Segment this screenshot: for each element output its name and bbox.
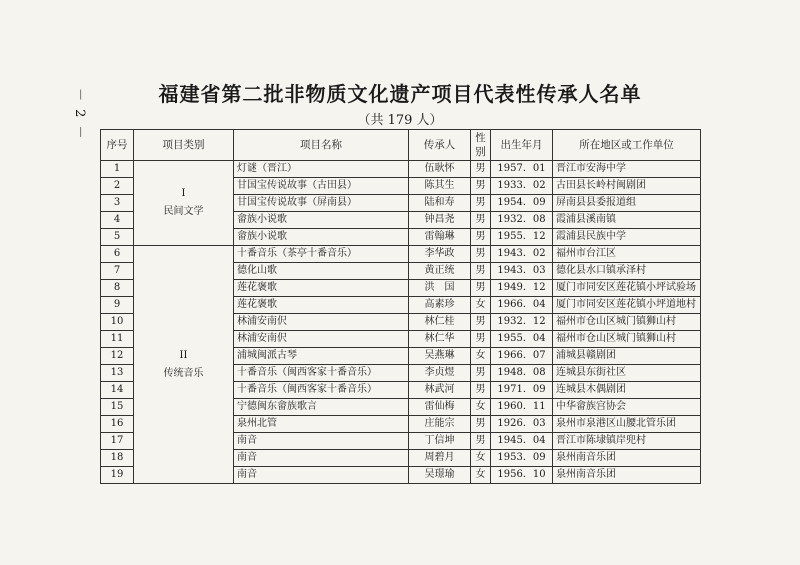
cell-unit: 古田县长岭村闽剧团 (553, 178, 701, 195)
cell-no: 11 (101, 331, 134, 348)
header-sex: 性别 (471, 130, 491, 161)
cell-name: 陆和寿 (409, 195, 471, 212)
cell-born: 1948．08 (491, 365, 553, 382)
cell-no: 7 (101, 263, 134, 280)
table-row (101, 161, 701, 178)
cell-born: 1932．08 (491, 212, 553, 229)
cell-name: 雷翰琳 (409, 229, 471, 246)
cell-born: 1971．09 (491, 382, 553, 399)
cell-name: 钟昌尧 (409, 212, 471, 229)
header-name: 传承人 (409, 130, 471, 161)
cell-name: 李贞煜 (409, 365, 471, 382)
cell-sex: 男 (471, 331, 491, 348)
cell-no: 4 (101, 212, 134, 229)
cell-name: 吴璟瑜 (409, 467, 471, 484)
category-roman: II (179, 349, 188, 361)
cell-born: 1955．12 (491, 229, 553, 246)
cell-unit: 中华畲族宫协会 (553, 399, 701, 416)
cell-project: 泉州北管 (234, 416, 409, 433)
cell-sex: 男 (471, 195, 491, 212)
category-name: 民间文学 (163, 206, 204, 217)
page-number: － 2 － (72, 88, 87, 141)
cell-sex: 女 (471, 297, 491, 314)
cell-born: 1953．09 (491, 450, 553, 467)
cell-unit: 连城县东街社区 (553, 365, 701, 382)
table-row (101, 246, 701, 263)
cell-no: 15 (101, 399, 134, 416)
cell-no: 19 (101, 467, 134, 484)
cell-sex: 男 (471, 433, 491, 450)
cell-sex: 男 (471, 229, 491, 246)
cell-unit: 福州市仓山区城门镇狮山村 (553, 331, 701, 348)
cell-project: 十番音乐（茶亭十番音乐） (234, 246, 409, 263)
cell-born: 1960．11 (491, 399, 553, 416)
cell-unit: 霞浦县民族中学 (553, 229, 701, 246)
document-title: 福建省第二批非物质文化遗产项目代表性传承人名单 (158, 82, 642, 106)
header-unit: 所在地区或工作单位 (553, 130, 701, 161)
cell-no: 17 (101, 433, 134, 450)
cell-sex: 女 (471, 348, 491, 365)
cell-born: 1943．03 (491, 263, 553, 280)
cell-no: 6 (101, 246, 134, 263)
cell-no: 9 (101, 297, 134, 314)
cell-project: 宁德闽东畲族歌言 (234, 399, 409, 416)
cell-name: 李华政 (409, 246, 471, 263)
cell-sex: 男 (471, 365, 491, 382)
cell-name: 黄正统 (409, 263, 471, 280)
cell-no: 18 (101, 450, 134, 467)
cell-name: 伍耿怀 (409, 161, 471, 178)
document-subtitle: （共 179 人） (357, 113, 443, 128)
cell-project: 甘国宝传说故事（屏南县） (234, 195, 409, 212)
cell-born: 1954．09 (491, 195, 553, 212)
cell-no: 5 (101, 229, 134, 246)
cell-born: 1943．02 (491, 246, 553, 263)
cell-sex: 男 (471, 416, 491, 433)
cell-sex: 女 (471, 450, 491, 467)
header-category: 项目类别 (134, 130, 234, 161)
cell-born: 1932．12 (491, 314, 553, 331)
cell-born: 1955．04 (491, 331, 553, 348)
cell-unit: 德化县水口镇承泽村 (553, 263, 701, 280)
cell-no: 12 (101, 348, 134, 365)
cell-name: 庄能宗 (409, 416, 471, 433)
cell-born: 1933．02 (491, 178, 553, 195)
cell-project: 畲族小说歌 (234, 229, 409, 246)
cell-born: 1949．12 (491, 280, 553, 297)
cell-name: 高素珍 (409, 297, 471, 314)
cell-no: 10 (101, 314, 134, 331)
cell-project: 林浦安南伬 (234, 331, 409, 348)
cell-unit: 晋江市安海中学 (553, 161, 701, 178)
cell-no: 14 (101, 382, 134, 399)
cell-sex: 男 (471, 161, 491, 178)
cell-unit: 厦门市同安区莲花镇小坪试验场 (553, 280, 701, 297)
cell-project: 南音 (234, 433, 409, 450)
cell-unit: 连城县木偶剧团 (553, 382, 701, 399)
cell-no: 3 (101, 195, 134, 212)
cell-sex: 男 (471, 314, 491, 331)
cell-unit: 泉州市泉港区山腰北管乐团 (553, 416, 701, 433)
cell-sex: 女 (471, 399, 491, 416)
category-name: 传统音乐 (163, 367, 204, 379)
category-cell-music (134, 246, 234, 484)
category-cell-literature (134, 161, 234, 246)
cell-project: 甘国宝传说故事（古田县） (234, 178, 409, 195)
cell-sex: 男 (471, 263, 491, 280)
header-born: 出生年月 (491, 130, 553, 161)
cell-name: 雷仙梅 (409, 399, 471, 416)
header-no: 序号 (101, 130, 134, 161)
cell-unit: 屏南县县委报道组 (553, 195, 701, 212)
cell-project: 德化山歌 (234, 263, 409, 280)
cell-born: 1945．04 (491, 433, 553, 450)
cell-project: 莲花褒歌 (234, 297, 409, 314)
cell-project: 林浦安南伬 (234, 314, 409, 331)
cell-sex: 男 (471, 280, 491, 297)
inheritor-table (100, 129, 701, 484)
header-project: 项目名称 (234, 130, 409, 161)
cell-unit: 浦城县赣剧团 (553, 348, 701, 365)
cell-no: 8 (101, 280, 134, 297)
cell-no: 1 (101, 161, 134, 178)
cell-project: 莲花褒歌 (234, 280, 409, 297)
cell-no: 13 (101, 365, 134, 382)
cell-sex: 女 (471, 467, 491, 484)
cell-unit: 福州市仓山区城门镇狮山村 (553, 314, 701, 331)
cell-unit: 泉州南音乐团 (553, 450, 701, 467)
cell-sex: 男 (471, 178, 491, 195)
table-header-row (101, 130, 701, 161)
cell-name: 林武河 (409, 382, 471, 399)
cell-unit: 福州市台江区 (553, 246, 701, 263)
cell-name: 洪 国 (409, 280, 471, 297)
cell-project: 十番音乐（闽西客家十番音乐） (234, 382, 409, 399)
cell-sex: 男 (471, 246, 491, 263)
cell-name: 林仁桂 (409, 314, 471, 331)
cell-born: 1957．01 (491, 161, 553, 178)
cell-born: 1956．10 (491, 467, 553, 484)
cell-name: 林仁华 (409, 331, 471, 348)
category-roman: I (181, 188, 186, 199)
cell-unit: 厦门市同安区莲花镇小坪道地村 (553, 297, 701, 314)
cell-name: 丁信坤 (409, 433, 471, 450)
cell-name: 陈其生 (409, 178, 471, 195)
cell-project: 南音 (234, 467, 409, 484)
cell-name: 周碧月 (409, 450, 471, 467)
cell-project: 浦城闽派古琴 (234, 348, 409, 365)
cell-unit: 泉州南音乐团 (553, 467, 701, 484)
cell-project: 南音 (234, 450, 409, 467)
cell-project: 灯谜（晋江） (234, 161, 409, 178)
cell-no: 2 (101, 178, 134, 195)
cell-born: 1966．07 (491, 348, 553, 365)
cell-born: 1966．04 (491, 297, 553, 314)
cell-no: 16 (101, 416, 134, 433)
cell-unit: 霞浦县溪南镇 (553, 212, 701, 229)
cell-project: 畲族小说歌 (234, 212, 409, 229)
cell-name: 吴燕琳 (409, 348, 471, 365)
cell-sex: 男 (471, 382, 491, 399)
cell-sex: 男 (471, 212, 491, 229)
cell-project: 十番音乐（闽西客家十番音乐） (234, 365, 409, 382)
cell-unit: 晋江市陈埭镇岸兜村 (553, 433, 701, 450)
cell-born: 1926．03 (491, 416, 553, 433)
